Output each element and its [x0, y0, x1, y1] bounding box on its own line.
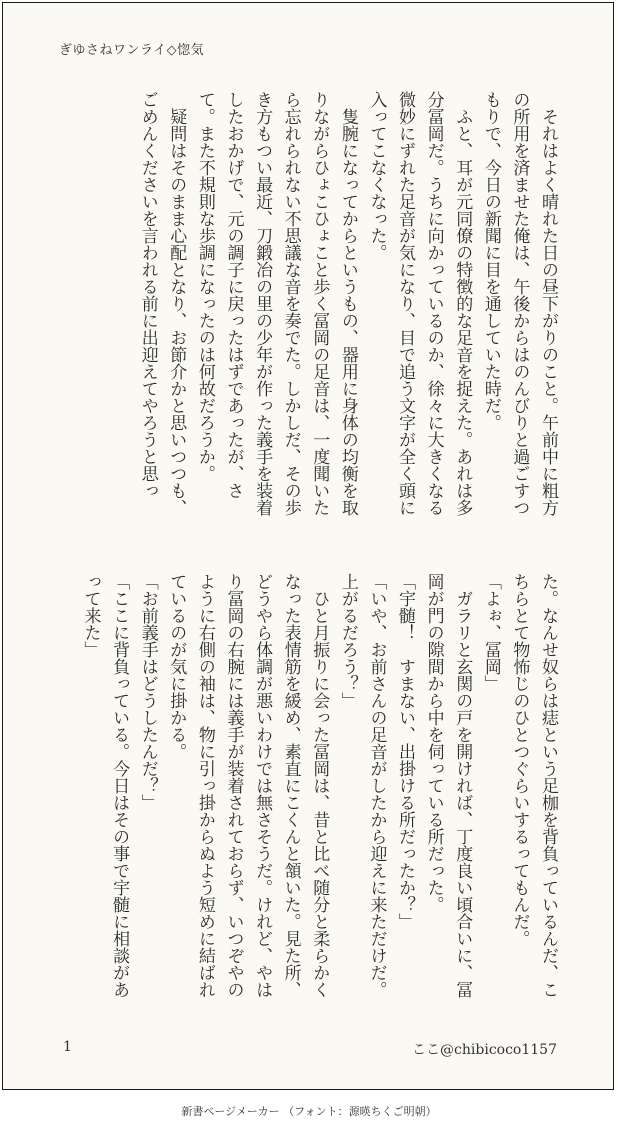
paragraph: 隻腕になってからというもの、器用に身体の均衡を取りながらひょこひょこと歩く冨岡の足音は、一度聞いたら忘れられない不思議な音を奏でた。しかしだ、その歩き方もつい最近、刀鍛冶の里の少年が作った義手を装着したおかげで、元の調子に戻ったはずであったが、さて。また不規則な歩調になったのは何故だろうか。	[194, 91, 358, 516]
page-title: ぎゆさねワンライ◇惚気	[59, 43, 205, 58]
paragraph: 「ここに背負っている。今日はその事で宇髄に相談があって来た」	[80, 573, 130, 998]
paragraph: それはよく晴れた日の昼下がりのこと。午前中に粗方の所用を済ませた俺は、午後からはのんびりと過ごすつもりで、今日の新聞に目を通していた時だ。	[480, 91, 558, 516]
paragraph: 「お前義手はどうしたんだ？」	[137, 573, 158, 811]
author-handle: ここ@chibicoco1157	[412, 1042, 557, 1058]
paragraph: た。なんせ奴らは痣という足枷を背負っているんだ、こちらとて物怖じのひとつぐらいするってもんだ。	[509, 573, 558, 998]
paragraph: 疑問はそのまま心配となり、お節介かと思いつつも、ごめんくださいを言われる前に出迎えてやろうと思っ	[137, 91, 187, 516]
paragraph: 「宇髄！ すまない、出掛ける所だったか？」	[395, 573, 416, 930]
paragraph: ふと、耳が元同僚の特徴的な足音を捉えた。あれは多分冨岡だ。うちに向かっているのか、徐々に大きくなる微妙にずれた足音が気になり、目で追う文字が全く頭に入ってこなくなった。	[366, 91, 473, 516]
paragraph: ひと月振りに会った冨岡は、昔と比べ随分と柔らかくなった表情筋を緩め、素直にこくんと頷いた。見た所、どうやら体調が悪いわけでは無さそうだ。けれど、やはり冨岡の右腕には義手が装着されておらず、いつぞやのように右側の袖は、物に引っ掛からぬよう短めに結ばれているのが気に掛かる。	[166, 573, 330, 998]
paragraph: 「よぉ、冨岡」	[480, 573, 501, 692]
paragraph: 「いや、お前さんの足音がしたから迎えに来ただけだ。上がるだろう？」	[337, 573, 387, 998]
text-block-top	[52, 91, 562, 531]
text-block-bottom	[52, 573, 562, 1013]
manuscript-page	[2, 2, 614, 1090]
page-number: 1	[63, 1039, 72, 1055]
paragraph: ガラリと玄関の戸を開ければ、丁度良い頃合いに、冨岡が門の隙間から中を伺っている所だった。	[423, 573, 473, 998]
generator-credit: 新書ページメーカー （フォント：源暎ちくご明朝）	[181, 1105, 437, 1118]
